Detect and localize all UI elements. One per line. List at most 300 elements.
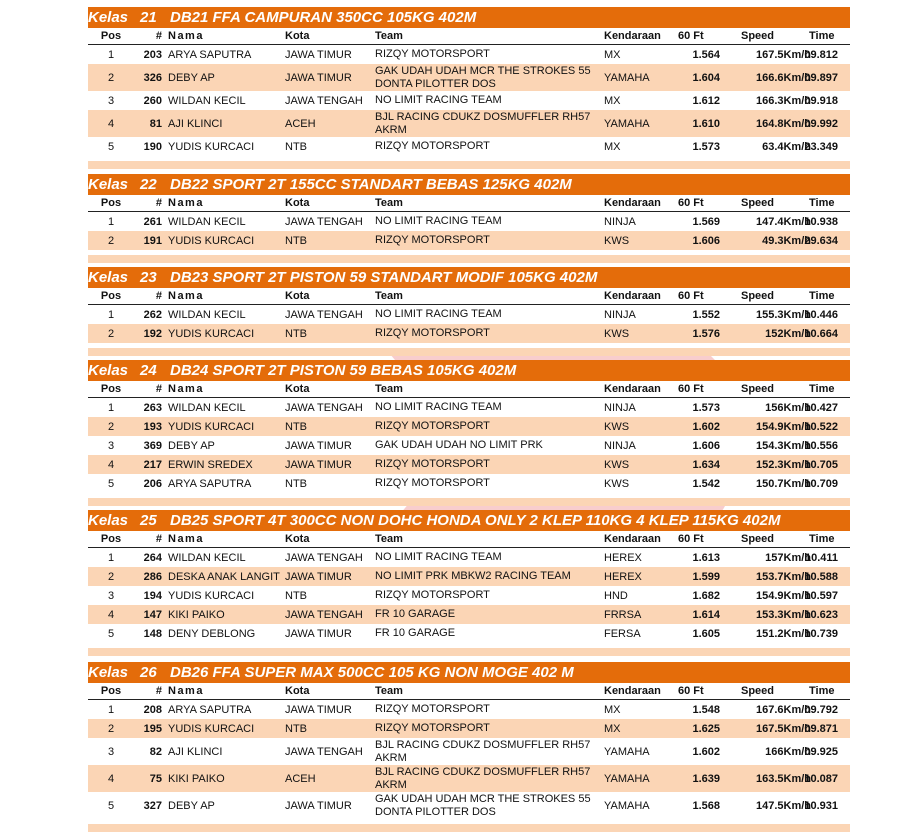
cell-number: 192 (143, 327, 162, 340)
cell-kendaraan: FERSA (604, 627, 641, 640)
table-row (88, 567, 850, 586)
cell-pos: 2 (107, 570, 115, 583)
cell-nama: ARYA SAPUTRA (168, 48, 252, 61)
cell-number: 264 (143, 551, 162, 564)
col-kendaraan-header: Kendaraan (604, 533, 661, 545)
cell-nama: AJI KLINCI (168, 745, 223, 758)
cell-speed: 166Km/h (765, 745, 811, 758)
cell-60ft: 1.552 (692, 308, 720, 321)
cell-number: 191 (143, 234, 162, 247)
cell-kendaraan: MX (604, 48, 621, 61)
cell-time: 10.623 (804, 608, 838, 621)
table-header (88, 288, 850, 305)
cell-nama: YUDIS KURCACI (168, 234, 255, 247)
cell-time: 09.918 (804, 94, 838, 107)
cell-nama: WILDAN KECIL (168, 401, 246, 414)
section-footer-bar (88, 255, 850, 263)
cell-time: 10.556 (804, 439, 838, 452)
cell-pos: 2 (107, 722, 115, 735)
cell-speed: 156Km/h (765, 401, 811, 414)
cell-nama: AJI KLINCI (168, 117, 223, 130)
cell-pos: 5 (107, 477, 115, 490)
cell-nama: DEBY AP (168, 799, 215, 812)
cell-nama: WILDAN KECIL (168, 551, 246, 564)
class-header-band (88, 267, 850, 288)
col-kendaraan-header: Kendaraan (604, 197, 661, 209)
cell-kota: NTB (285, 722, 307, 735)
class-number: 25 (140, 512, 157, 529)
cell-time: 10.709 (804, 477, 838, 490)
cell-pos: 1 (107, 308, 115, 321)
col-pos-header: Pos (100, 290, 122, 302)
class-title: DB24 SPORT 2T PISTON 59 BEBAS 105KG 402M (170, 362, 517, 379)
cell-kendaraan: KWS (604, 477, 630, 490)
table-row (88, 91, 850, 110)
table-row (88, 436, 850, 455)
col-speed-header: Speed (741, 383, 775, 395)
cell-number: 148 (143, 627, 162, 640)
col-team-header: Team (375, 290, 403, 302)
cell-kota: JAWA TIMUR (285, 71, 352, 84)
col-nama-header: Nama (168, 533, 204, 545)
table-row (88, 474, 850, 493)
cell-kendaraan: YAMAHA (604, 745, 650, 758)
class-number: 23 (140, 269, 157, 286)
cell-kota: NTB (285, 327, 307, 340)
table-row (88, 110, 850, 137)
cell-kota: JAWA TENGAH (285, 608, 363, 621)
col-speed-header: Speed (741, 685, 775, 697)
class-kelas-label: Kelas (88, 362, 129, 379)
cell-kota: JAWA TENGAH (285, 308, 363, 321)
class-kelas-label: Kelas (88, 664, 129, 681)
cell-60ft: 1.634 (692, 458, 720, 471)
col-pos-header: Pos (100, 685, 122, 697)
table-header (88, 531, 850, 548)
class-number: 21 (140, 9, 157, 26)
cell-time: 09.992 (804, 117, 838, 130)
cell-nama: ARYA SAPUTRA (168, 477, 252, 490)
cell-speed: 167.5Km/h (755, 722, 811, 735)
cell-kota: JAWA TENGAH (285, 401, 363, 414)
col-60ft-header: 60 Ft (678, 197, 704, 209)
table-body (88, 305, 850, 343)
cell-number: 217 (143, 458, 162, 471)
cell-60ft: 1.573 (692, 401, 720, 414)
cell-speed: 151.2Km/h (755, 627, 811, 640)
col-number-header: # (155, 383, 162, 395)
cell-nama: ARYA SAPUTRA (168, 703, 252, 716)
cell-60ft: 1.613 (692, 551, 720, 564)
table-row (88, 738, 850, 765)
col-nama-header: Nama (168, 685, 204, 697)
cell-number: 195 (143, 722, 162, 735)
col-time-header: Time (809, 533, 835, 545)
cell-pos: 5 (107, 799, 115, 812)
cell-60ft: 1.610 (692, 117, 720, 130)
class-number: 22 (140, 176, 157, 193)
cell-60ft: 1.606 (692, 439, 720, 452)
class-section (88, 174, 850, 263)
col-60ft-header: 60 Ft (678, 685, 704, 697)
table-row (88, 231, 850, 250)
cell-60ft: 1.604 (692, 71, 720, 84)
cell-number: 208 (143, 703, 162, 716)
cell-kendaraan: NINJA (604, 439, 636, 452)
cell-time: 10.446 (804, 308, 838, 321)
cell-kendaraan: KWS (604, 327, 630, 340)
col-kota-header: Kota (285, 197, 310, 209)
col-nama-header: Nama (168, 197, 204, 209)
cell-time: 10.087 (804, 772, 838, 785)
col-kota-header: Kota (285, 30, 310, 42)
col-60ft-header: 60 Ft (678, 533, 704, 545)
class-section (88, 510, 850, 656)
col-number-header: # (155, 30, 162, 42)
cell-time: 09.792 (804, 703, 838, 716)
class-number: 26 (140, 664, 157, 681)
cell-pos: 4 (107, 458, 115, 471)
cell-time: 09.925 (804, 745, 838, 758)
col-nama-header: Nama (168, 383, 204, 395)
cell-kota: NTB (285, 420, 307, 433)
table-row (88, 605, 850, 624)
cell-pos: 2 (107, 327, 115, 340)
col-speed-header: Speed (741, 290, 775, 302)
class-section (88, 360, 850, 506)
cell-team: RIZQY MOTORSPORT (375, 48, 490, 60)
cell-number: 194 (143, 589, 162, 602)
cell-pos: 3 (107, 589, 115, 602)
col-team-header: Team (375, 30, 403, 42)
table-row (88, 700, 850, 719)
table-body (88, 548, 850, 643)
col-kendaraan-header: Kendaraan (604, 383, 661, 395)
cell-60ft: 1.614 (692, 608, 720, 621)
section-footer-bar (88, 348, 850, 356)
cell-kota: NTB (285, 589, 307, 602)
col-kota-header: Kota (285, 685, 310, 697)
cell-nama: KIKI PAIKO (168, 772, 225, 785)
cell-team: BJL RACING CDUKZ DOSMUFFLER RH57 AKRM (375, 110, 591, 136)
cell-time: 10.705 (804, 458, 838, 471)
cell-number: 261 (143, 215, 162, 228)
cell-60ft: 1.606 (692, 234, 720, 247)
cell-kota: JAWA TENGAH (285, 745, 363, 758)
table-body (88, 45, 850, 156)
cell-60ft: 1.569 (692, 215, 720, 228)
cell-kendaraan: MX (604, 722, 621, 735)
table-body (88, 700, 850, 819)
cell-time: 09.812 (804, 48, 838, 61)
class-title: DB21 FFA CAMPURAN 350CC 105KG 402M (170, 9, 477, 26)
cell-kendaraan: NINJA (604, 215, 636, 228)
table-header (88, 683, 850, 700)
cell-team: FR 10 GARAGE (375, 627, 456, 639)
cell-time: 23.349 (804, 140, 838, 153)
cell-60ft: 1.612 (692, 94, 720, 107)
cell-60ft: 1.568 (692, 799, 720, 812)
class-title: DB23 SPORT 2T PISTON 59 STANDART MODIF 105KG 402M (170, 269, 598, 286)
cell-60ft: 1.573 (692, 140, 720, 153)
cell-kota: JAWA TENGAH (285, 551, 363, 564)
cell-time: 10.597 (804, 589, 838, 602)
col-time-header: Time (809, 685, 835, 697)
cell-speed: 150.7Km/h (755, 477, 811, 490)
cell-kota: JAWA TIMUR (285, 458, 352, 471)
cell-pos: 1 (107, 401, 115, 414)
cell-time: 10.411 (804, 551, 838, 564)
col-speed-header: Speed (741, 533, 775, 545)
cell-kota: JAWA TENGAH (285, 94, 363, 107)
cell-team: NO LIMIT RACING TEAM (375, 215, 502, 227)
class-section (88, 662, 850, 832)
cell-60ft: 1.599 (692, 570, 720, 583)
cell-number: 81 (149, 117, 162, 130)
cell-speed: 147.4Km/h (755, 215, 811, 228)
cell-kendaraan: YAMAHA (604, 117, 650, 130)
cell-speed: 49.3Km/h (762, 234, 811, 247)
cell-team: RIZQY MOTORSPORT (375, 140, 490, 152)
class-kelas-label: Kelas (88, 269, 129, 286)
col-pos-header: Pos (100, 383, 122, 395)
col-time-header: Time (809, 290, 835, 302)
cell-team: RIZQY MOTORSPORT (375, 327, 490, 339)
cell-team: RIZQY MOTORSPORT (375, 234, 490, 246)
class-title: DB22 SPORT 2T 155CC STANDART BEBAS 125KG 402M (170, 176, 572, 193)
cell-team: RIZQY MOTORSPORT (375, 477, 490, 489)
cell-nama: WILDAN KECIL (168, 215, 246, 228)
cell-kota: JAWA TIMUR (285, 48, 352, 61)
col-60ft-header: 60 Ft (678, 30, 704, 42)
col-nama-header: Nama (168, 30, 204, 42)
cell-speed: 157Km/h (765, 551, 811, 564)
cell-team: NO LIMIT PRK MBKW2 RACING TEAM (375, 570, 571, 582)
class-title: DB25 SPORT 4T 300CC NON DOHC HONDA ONLY 2 KLEP 110KG 4 KLEP 115KG 402M (170, 512, 781, 529)
col-nama-header: Nama (168, 290, 204, 302)
cell-speed: 154.3Km/h (755, 439, 811, 452)
table-row (88, 417, 850, 436)
table-header (88, 381, 850, 398)
cell-pos: 4 (107, 117, 115, 130)
cell-kendaraan: HEREX (604, 570, 642, 583)
cell-pos: 5 (107, 627, 115, 640)
cell-team: RIZQY MOTORSPORT (375, 420, 490, 432)
cell-number: 206 (143, 477, 162, 490)
cell-kota: JAWA TIMUR (285, 627, 352, 640)
cell-team: NO LIMIT RACING TEAM (375, 401, 502, 413)
class-kelas-label: Kelas (88, 9, 129, 26)
cell-pos: 1 (107, 703, 115, 716)
cell-speed: 167.5Km/h (755, 48, 811, 61)
cell-nama: DEBY AP (168, 439, 215, 452)
cell-kota: JAWA TIMUR (285, 703, 352, 716)
cell-nama: WILDAN KECIL (168, 308, 246, 321)
cell-kota: JAWA TIMUR (285, 570, 352, 583)
table-row (88, 455, 850, 474)
cell-number: 286 (143, 570, 162, 583)
cell-team: NO LIMIT RACING TEAM (375, 308, 502, 320)
cell-number: 147 (143, 608, 162, 621)
cell-team: BJL RACING CDUKZ DOSMUFFLER RH57 AKRM (375, 738, 591, 764)
cell-team: RIZQY MOTORSPORT (375, 722, 490, 734)
cell-number: 75 (149, 772, 162, 785)
cell-speed: 166.6Km/h (755, 71, 811, 84)
cell-number: 260 (143, 94, 162, 107)
table-row (88, 45, 850, 64)
col-kota-header: Kota (285, 533, 310, 545)
col-kendaraan-header: Kendaraan (604, 30, 661, 42)
cell-60ft: 1.682 (692, 589, 720, 602)
cell-kendaraan: NINJA (604, 401, 636, 414)
col-60ft-header: 60 Ft (678, 383, 704, 395)
col-time-header: Time (809, 30, 835, 42)
cell-time: 09.871 (804, 722, 838, 735)
cell-pos: 1 (107, 551, 115, 564)
cell-speed: 152.3Km/h (755, 458, 811, 471)
cell-kota: JAWA TIMUR (285, 799, 352, 812)
cell-speed: 164.8Km/h (755, 117, 811, 130)
table-row (88, 548, 850, 567)
cell-pos: 1 (107, 48, 115, 61)
cell-60ft: 1.542 (692, 477, 720, 490)
cell-60ft: 1.548 (692, 703, 720, 716)
section-footer-bar (88, 824, 850, 832)
cell-kendaraan: YAMAHA (604, 799, 650, 812)
cell-60ft: 1.602 (692, 745, 720, 758)
col-team-header: Team (375, 383, 403, 395)
cell-team: GAK UDAH UDAH MCR THE STROKES 55 DONTA PILOTTER DOS (375, 792, 591, 818)
table-body (88, 398, 850, 493)
cell-kota: NTB (285, 140, 307, 153)
cell-pos: 3 (107, 94, 115, 107)
col-team-header: Team (375, 197, 403, 209)
class-section (88, 267, 850, 356)
col-60ft-header: 60 Ft (678, 290, 704, 302)
cell-pos: 3 (107, 439, 115, 452)
cell-pos: 4 (107, 772, 115, 785)
cell-kendaraan: MX (604, 94, 621, 107)
cell-60ft: 1.605 (692, 627, 720, 640)
class-number: 24 (140, 362, 157, 379)
cell-number: 82 (149, 745, 162, 758)
cell-speed: 147.5Km/h (755, 799, 811, 812)
cell-nama: YUDIS KURCACI (168, 589, 255, 602)
cell-nama: DENY DEBLONG (168, 627, 256, 640)
section-footer-bar (88, 648, 850, 656)
cell-speed: 155.3Km/h (755, 308, 811, 321)
cell-60ft: 1.564 (692, 48, 720, 61)
cell-number: 203 (143, 48, 162, 61)
class-header-band (88, 510, 850, 531)
col-kota-header: Kota (285, 383, 310, 395)
cell-kendaraan: KWS (604, 420, 630, 433)
cell-kendaraan: HND (604, 589, 628, 602)
class-kelas-label: Kelas (88, 512, 129, 529)
cell-team: NO LIMIT RACING TEAM (375, 551, 502, 563)
cell-team: GAK UDAH UDAH MCR THE STROKES 55 DONTA PILOTTER DOS (375, 64, 591, 90)
cell-number: 326 (143, 71, 162, 84)
col-team-header: Team (375, 685, 403, 697)
cell-pos: 3 (107, 745, 115, 758)
cell-kota: NTB (285, 234, 307, 247)
table-row (88, 586, 850, 605)
class-header-band (88, 174, 850, 195)
cell-kota: NTB (285, 477, 307, 490)
cell-kota: JAWA TENGAH (285, 215, 363, 228)
col-number-header: # (155, 290, 162, 302)
col-number-header: # (155, 197, 162, 209)
col-team-header: Team (375, 533, 403, 545)
cell-pos: 4 (107, 608, 115, 621)
table-body (88, 212, 850, 250)
cell-team: FR 10 GARAGE (375, 608, 456, 620)
cell-time: 09.897 (804, 71, 838, 84)
cell-nama: YUDIS KURCACI (168, 140, 255, 153)
cell-time: 10.739 (804, 627, 838, 640)
cell-kota: ACEH (285, 772, 316, 785)
table-row (88, 792, 850, 819)
col-pos-header: Pos (100, 197, 122, 209)
cell-number: 327 (143, 799, 162, 812)
cell-time: 10.931 (804, 799, 838, 812)
cell-kendaraan: NINJA (604, 308, 636, 321)
cell-team: RIZQY MOTORSPORT (375, 589, 490, 601)
cell-team: RIZQY MOTORSPORT (375, 703, 490, 715)
cell-pos: 5 (107, 140, 115, 153)
table-row (88, 398, 850, 417)
cell-team: GAK UDAH UDAH NO LIMIT PRK (375, 439, 543, 451)
cell-time: 10.938 (804, 215, 838, 228)
cell-speed: 154.9Km/h (755, 589, 811, 602)
cell-speed: 153.7Km/h (755, 570, 811, 583)
cell-pos: 2 (107, 71, 115, 84)
col-speed-header: Speed (741, 30, 775, 42)
table-header (88, 195, 850, 212)
cell-time: 10.427 (804, 401, 838, 414)
cell-speed: 154.9Km/h (755, 420, 811, 433)
cell-nama: ERWIN SREDEX (168, 458, 253, 471)
cell-nama: WILDAN KECIL (168, 94, 246, 107)
cell-number: 262 (143, 308, 162, 321)
col-pos-header: Pos (100, 30, 122, 42)
table-row (88, 212, 850, 231)
cell-speed: 167.6Km/h (755, 703, 811, 716)
cell-kendaraan: YAMAHA (604, 71, 650, 84)
col-kendaraan-header: Kendaraan (604, 685, 661, 697)
cell-60ft: 1.576 (692, 327, 720, 340)
cell-kendaraan: YAMAHA (604, 772, 650, 785)
class-header-band (88, 662, 850, 683)
table-row (88, 324, 850, 343)
cell-kendaraan: MX (604, 140, 621, 153)
cell-speed: 63.4Km/h (762, 140, 811, 153)
cell-nama: YUDIS KURCACI (168, 420, 255, 433)
class-title: DB26 FFA SUPER MAX 500CC 105 KG NON MOGE 402 M (170, 664, 574, 681)
table-row (88, 137, 850, 156)
cell-team: RIZQY MOTORSPORT (375, 458, 490, 470)
class-header-band (88, 7, 850, 28)
cell-pos: 1 (107, 215, 115, 228)
col-number-header: # (155, 685, 162, 697)
cell-speed: 166.3Km/h (755, 94, 811, 107)
cell-60ft: 1.625 (692, 722, 720, 735)
class-header-band (88, 360, 850, 381)
section-footer-bar (88, 161, 850, 169)
col-time-header: Time (809, 197, 835, 209)
col-speed-header: Speed (741, 197, 775, 209)
cell-nama: YUDIS KURCACI (168, 327, 255, 340)
